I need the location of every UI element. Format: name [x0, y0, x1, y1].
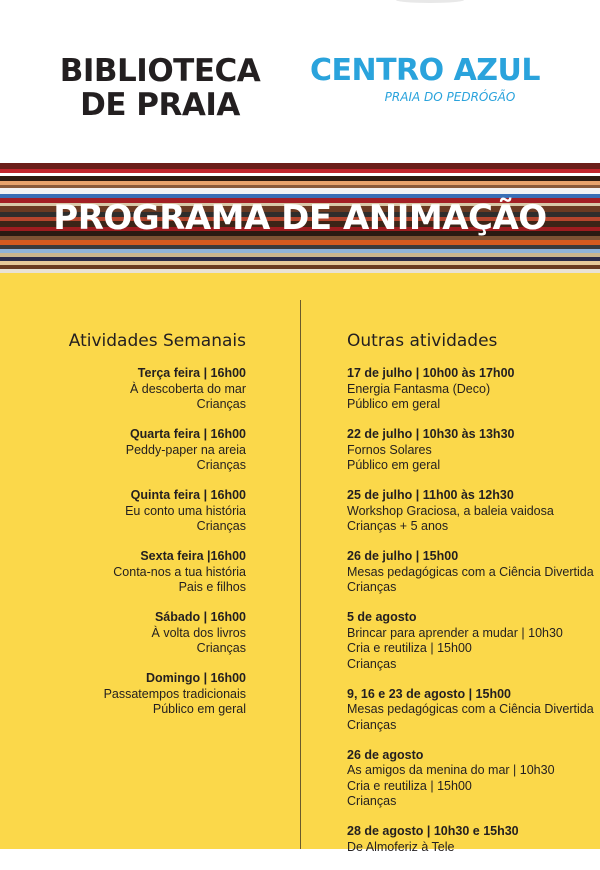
other-when: 17 de julho | 10h00 às 17h00: [347, 366, 515, 380]
other-heading: Outras atividades: [347, 331, 498, 351]
weekly-item: [40, 366, 246, 413]
weekly-item: [40, 488, 246, 535]
other-item: [347, 824, 597, 855]
other-line: Mesas pedagógicas com a Ciência Divertida: [347, 564, 594, 579]
other-line: Público em geral: [347, 458, 441, 472]
weekly-audience: Crianças: [196, 458, 246, 472]
weekly-audience: Pais e filhos: [178, 580, 246, 594]
other-item: [347, 549, 597, 596]
column-divider: [300, 300, 301, 849]
header: [0, 0, 600, 163]
other-when: 26 de julho | 15h00: [347, 549, 459, 563]
other-line: Fornos Solares: [347, 442, 432, 457]
weekly-when: Terça feira | 16h00: [137, 366, 246, 380]
biblioteca-logo-text: [40, 54, 280, 122]
weekly-audience: Público em geral: [152, 702, 246, 716]
other-line: Mesas pedagógicas com a Ciência Divertida: [347, 702, 594, 716]
weekly-activity: Passatempos tradicionais: [103, 686, 246, 701]
centro-azul-subtitle: PRAIA DO PEDRÓGÃO: [384, 90, 516, 104]
other-line: Workshop Graciosa, a baleia vaidosa: [347, 503, 554, 518]
weekly-when: Sábado | 16h00: [154, 610, 246, 624]
banner-title: PROGRAMA DE ANIMAÇÃO: [53, 198, 547, 238]
other-when: 28 de agosto | 10h30 e 15h30: [347, 824, 519, 838]
other-line: Crianças: [347, 794, 397, 808]
weekly-item: [40, 427, 246, 474]
weekly-audience: Crianças: [196, 519, 246, 533]
other-when: 9, 16 e 23 de agosto | 15h00: [347, 686, 511, 701]
other-item: [347, 427, 597, 474]
weekly-activity: À descoberta do mar: [129, 381, 246, 396]
globe-ball-icon: [148, 0, 248, 34]
biblioteca-de-praia-logo: [40, 0, 280, 163]
other-when: 26 de agosto: [347, 747, 424, 762]
weekly-activity: Peddy-paper na areia: [125, 442, 246, 457]
other-item: [347, 687, 597, 734]
other-item: [347, 610, 597, 672]
weekly-item: [40, 549, 246, 596]
weekly-audience: Crianças: [196, 641, 246, 655]
weekly-when: Sexta feira |16h00: [140, 549, 246, 563]
other-line: Crianças: [347, 580, 397, 594]
other-line: Energia Fantasma (Deco): [347, 381, 491, 396]
weekly-item: [40, 671, 246, 718]
other-line: Crianças + 5 anos: [347, 519, 449, 533]
other-item: [347, 748, 597, 810]
weekly-item: [40, 610, 246, 657]
centro-azul-title: CENTRO AZUL: [309, 53, 541, 88]
other-when: 22 de julho | 10h30 às 13h30: [347, 427, 515, 441]
weekly-heading: Atividades Semanais: [68, 331, 246, 351]
other-when: 25 de julho | 11h00 às 12h30: [347, 488, 514, 502]
other-line: Público em geral: [347, 397, 441, 411]
other-line: Cria e reutiliza | 15h00: [347, 778, 472, 793]
weekly-activity: Eu conto uma história: [125, 503, 246, 518]
weekly-audience: Crianças: [196, 397, 246, 411]
weekly-activities: [40, 330, 246, 732]
other-line: Crianças: [347, 656, 397, 671]
other-line: Brincar para aprender a mudar | 10h30: [347, 625, 563, 640]
other-line: De Almoferiz à Tele: [347, 839, 455, 854]
other-line: Cria e reutiliza | 15h00: [347, 641, 472, 655]
other-line: Crianças: [347, 717, 397, 732]
weekly-when: Quinta feira | 16h00: [130, 488, 246, 502]
other-activities: [347, 330, 597, 870]
other-item: [347, 366, 597, 413]
weekly-when: Domingo | 16h00: [145, 671, 246, 685]
logo-line1: BIBLIOTECA: [59, 53, 261, 89]
logo-line2: DE PRAIA: [80, 87, 240, 123]
centro-azul-logo: [290, 0, 570, 163]
other-line: As amigos da menina do mar | 10h30: [347, 763, 555, 777]
other-item: [347, 488, 597, 535]
weekly-activity: Conta-nos a tua história: [113, 564, 246, 579]
weekly-when: Quarta feira | 16h00: [129, 427, 246, 441]
weekly-activity: À volta dos livros: [151, 625, 246, 640]
globe-ball-icon: [368, 0, 508, 40]
other-when: 5 de agosto: [347, 610, 417, 624]
